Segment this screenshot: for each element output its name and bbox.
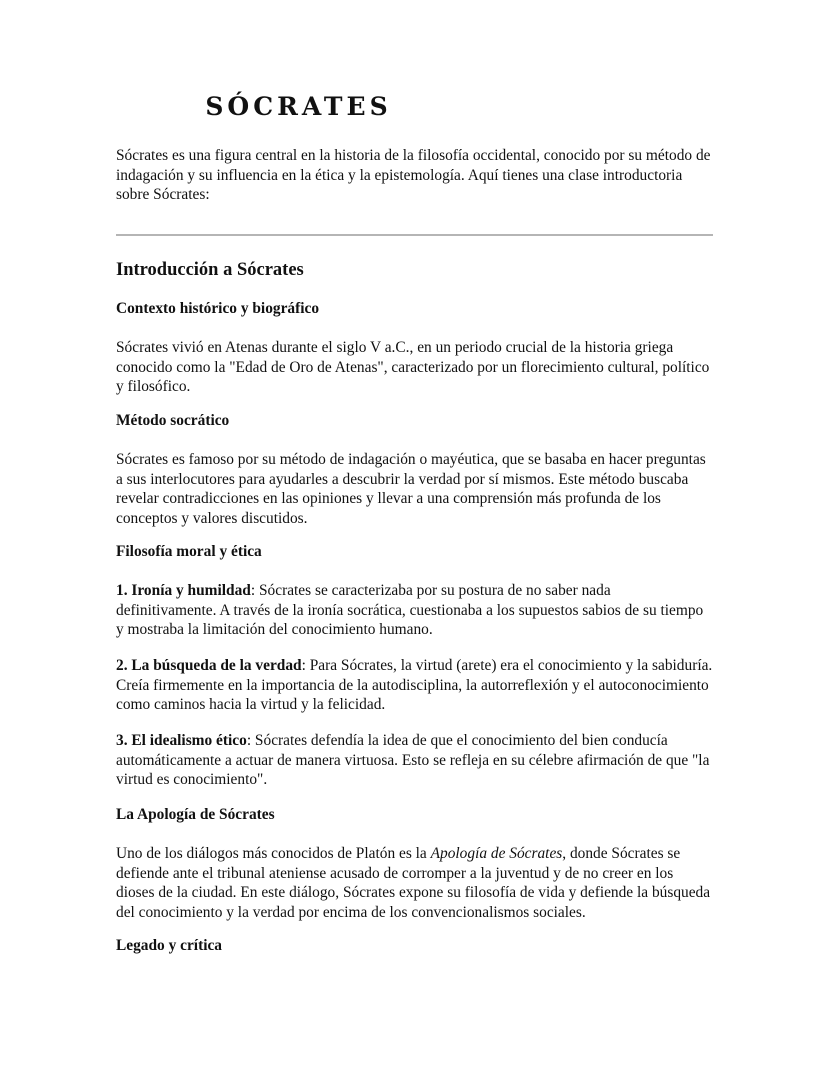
ethics-item-text: : Sócrates se caracterizaba por su postura de no saber nada definitivamente. A través de la ironía socrática, cuestionaba a los supuestos sabios de su tiempo y mostraba la limitación del conocimiento humano. [116,582,704,638]
apology-text-after: , donde Sócrates se defiende ante el tribunal ateniense acusado de corromper a la juventud y de no creer en los dioses de la ciudad. En este diálogo, Sócrates expone su filosofía de vida y defiende la búsqueda del conocimiento y la verdad por encima de los convencionalismos sociales. [116,845,711,921]
ethics-item-label: 1. Ironía y humildad [116,582,251,599]
apology-heading: La Apología de Sócrates [116,806,275,823]
ethics-item-text: : Sócrates defendía la idea de que el conocimiento del bien conducía automáticamente a actuar de manera virtuosa. Esto se refleja en su célebre afirmación de que "la virtud es conocimiento". [116,732,710,788]
horizontal-rule [116,234,713,236]
ethics-item [116,581,713,640]
ethics-item [116,656,713,715]
legacy-heading: Legado y crítica [116,937,222,954]
intro-paragraph: Sócrates es una figura central en la historia de la filosofía occidental, conocido por su método de indagación y su influencia en la ética y la epistemología. Aquí tienes una clase introductoria sobre Sócrates: [116,147,711,203]
ethics-item-label: 2. La búsqueda de la verdad [116,657,302,674]
context-heading: Contexto histórico y biográfico [116,300,320,317]
method-paragraph: Sócrates es famoso por su método de indagación o mayéutica, que se basaba en hacer preguntas a sus interlocutores para ayudarles a descubrir la verdad por sí mismos. Este método buscaba revelar contradicciones en las opiniones y llevar a una comprensión más profunda de los conceptos y valores discutidos. [116,451,706,527]
apology-work-title: Apología de Sócrates [430,845,563,862]
document-title: SÓCRATES [205,92,392,121]
context-paragraph: Sócrates vivió en Atenas durante el siglo V a.C., en un periodo crucial de la historia griega conocido como la "Edad de Oro de Atenas", caracterizado por un florecimiento cultural, político y filosófico. [116,339,710,395]
ethics-item-label: 3. El idealismo ético [116,732,247,749]
ethics-item [116,731,713,790]
ethics-heading: Filosofía moral y ética [116,543,262,560]
ethics-item-text: : Para Sócrates, la virtud (arete) era el conocimiento y la sabiduría. Creía firmemente en la importancia de la autodisciplina, la autorreflexión y el autoconocimiento como caminos hacia la virtud y la felicidad. [116,657,713,713]
apology-paragraph [116,844,713,922]
method-heading: Método socrático [116,412,230,429]
apology-text-before: Uno de los diálogos más conocidos de Platón es la [116,845,431,862]
section-title: Introducción a Sócrates [116,260,304,280]
